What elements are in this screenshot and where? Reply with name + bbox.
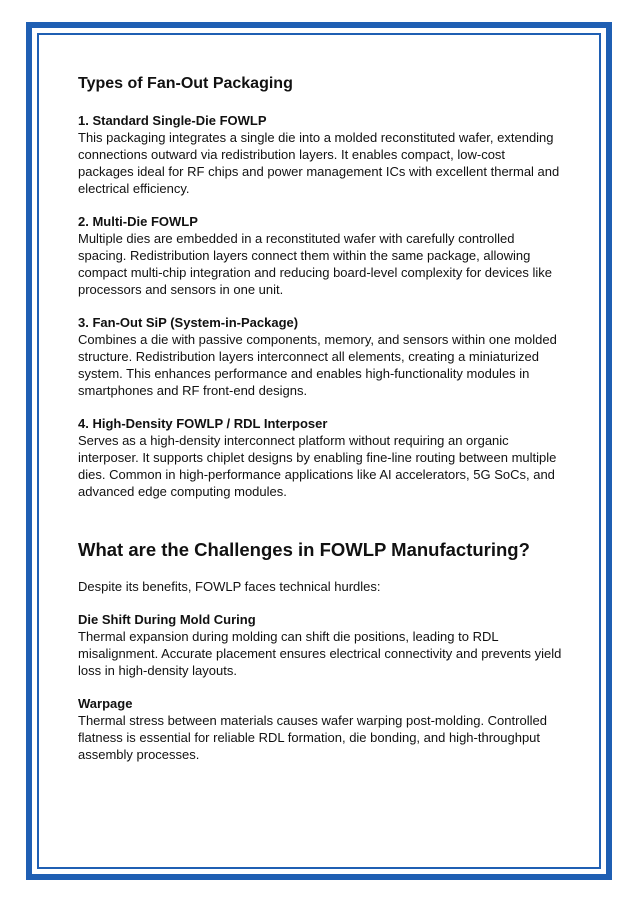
challenge-item-die-shift [78,611,564,679]
type-item-multi-die [78,213,564,298]
type-item-sip [78,314,564,399]
challenges-intro: Despite its benefits, FOWLP faces technical hurdles: [78,579,381,594]
challenge-item-title: Die Shift During Mold Curing [78,612,256,627]
challenge-item-warpage [78,695,564,763]
type-item-single-die [78,112,564,197]
type-item-text: This packaging integrates a single die into a molded reconstituted wafer, extending connections outward via redistribution layers. It enables compact, low-cost packages ideal for RF chips and power management ICs with excellent thermal and electrical efficiency. [78,130,560,196]
document-content [78,74,564,779]
type-item-title: 1. Standard Single-Die FOWLP [78,113,267,128]
type-item-text: Combines a die with passive components, memory, and sensors within one molded structure. Redistribution layers interconnect all elements, creating a miniaturized system. This enhances performance and enables high-functionality modules in smartphones and RF front-end designs. [78,332,557,398]
type-item-rdl-interposer [78,415,564,500]
type-item-text: Serves as a high-density interconnect platform without requiring an organic interposer. It supports chiplet designs by enabling fine-line routing between multiple dies. Common in high-performance applications like AI accelerators, 5G SoCs, and advanced edge computing modules. [78,433,557,499]
types-section-title: Types of Fan-Out Packaging [78,75,293,92]
challenge-item-title: Warpage [78,696,133,711]
challenge-item-text: Thermal stress between materials causes wafer warping post-molding. Controlled flatness is essential for reliable RDL formation, die bonding, and high-throughput assembly processes. [78,713,547,762]
type-item-title: 4. High-Density FOWLP / RDL Interposer [78,416,328,431]
type-item-title: 2. Multi-Die FOWLP [78,214,198,229]
challenge-item-text: Thermal expansion during molding can shift die positions, leading to RDL misalignment. Accurate placement ensures electrical connectivity and prevents yield loss in high-density layouts. [78,629,562,678]
type-item-title: 3. Fan-Out SiP (System-in-Package) [78,315,299,330]
type-item-text: Multiple dies are embedded in a reconstituted wafer with carefully controlled spacing. Redistribution layers connect them within the same package, allowing compact multi-chip integration and reducing board-level complexity for devices like processors and sensors in one unit. [78,231,553,297]
challenges-heading: What are the Challenges in FOWLP Manufacturing? [78,539,530,560]
